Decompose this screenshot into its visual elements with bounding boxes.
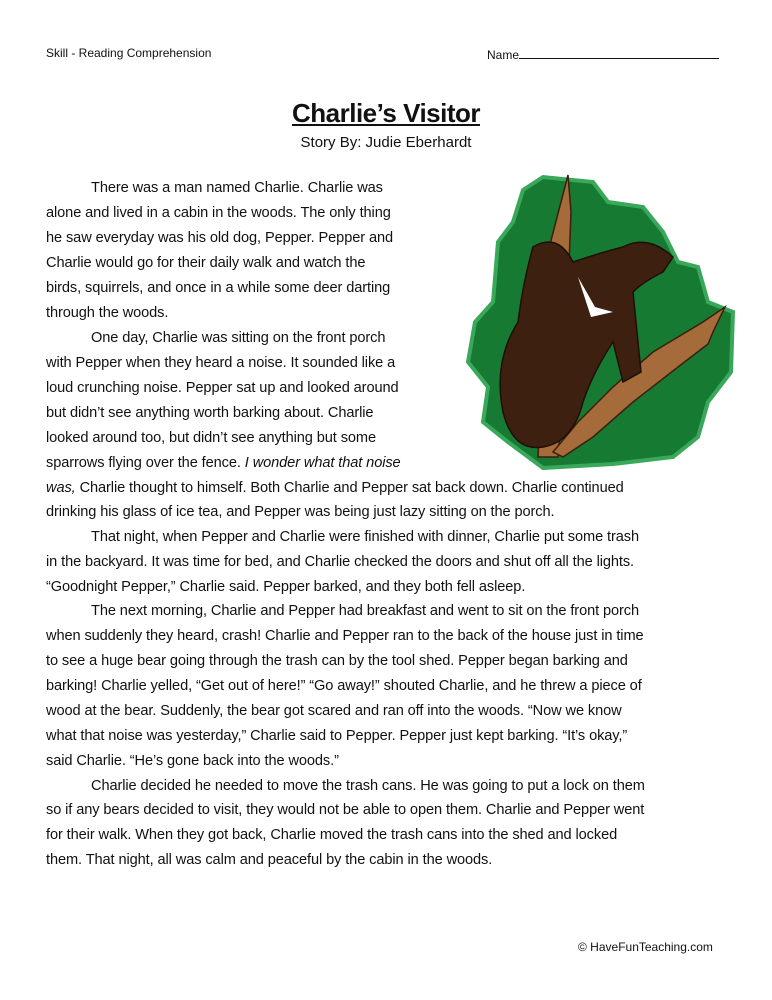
story-line: when suddenly they heard, crash! Charlie and Pepper ran to the back of the house just in time [46, 628, 644, 644]
story-line: barking! Charlie yelled, “Get out of here!” “Go away!” shouted Charlie, and he threw a piece of [46, 678, 642, 694]
story-line: looked around too, but didn’t see anything but some [46, 430, 376, 446]
story-line: he saw everyday was his old dog, Pepper. Pepper and [46, 230, 393, 246]
italic-thought: was, [46, 480, 76, 496]
story-line: There was a man named Charlie. Charlie was [91, 180, 383, 196]
story-line: birds, squirrels, and once in a while some deer darting [46, 280, 391, 296]
story-line: said Charlie. “He’s gone back into the woods.” [46, 753, 339, 769]
story-line: alone and lived in a cabin in the woods. The only thing [46, 205, 391, 221]
story-line: so if any bears decided to visit, they would not be able to open them. Charlie and Pepper went [46, 802, 645, 818]
story-line: what that noise was yesterday,” Charlie said to Pepper. Pepper just kept barking. “It’s okay,” [46, 728, 628, 744]
story-line: wood at the bear. Suddenly, the bear got scared and ran off into the woods. “Now we know [46, 703, 622, 719]
story-line: in the backyard. It was time for bed, and Charlie checked the doors and shut off all the lights. [46, 554, 635, 570]
story-line [46, 478, 624, 498]
story-line: to see a huge bear going through the trash can by the tool shed. Pepper began barking and [46, 653, 628, 669]
story-line: with Pepper when they heard a noise. It sounded like a [46, 355, 396, 371]
copyright-footer: © HaveFunTeaching.com [578, 940, 713, 954]
story-line: but didn’t see anything worth barking about. Charlie [46, 405, 374, 421]
name-label: Name [487, 48, 520, 62]
story-line: One day, Charlie was sitting on the front porch [91, 330, 386, 346]
story-line: The next morning, Charlie and Pepper had breakfast and went to sit on the front porch [91, 603, 640, 619]
skill-label: Skill - Reading Comprehension [46, 46, 212, 60]
story-byline: Story By: Judie Eberhardt [300, 134, 472, 151]
story-line: drinking his glass of ice tea, and Pepper was being just lazy sitting on the porch. [46, 504, 555, 520]
italic-thought: I wonder what that noise [244, 455, 401, 471]
story-line: for their walk. When they got back, Charlie moved the trash cans into the shed and locked [46, 827, 618, 843]
story-line: “Goodnight Pepper,” Charlie said. Pepper barked, and they both fell asleep. [46, 579, 526, 595]
story-title: Charlie’s Visitor [291, 98, 481, 128]
name-blank-line[interactable] [519, 46, 719, 59]
story-line [46, 453, 401, 473]
story-line: through the woods. [46, 305, 169, 321]
bear-in-tree-illustration [463, 172, 738, 470]
story-text: Charlie thought to himself. Both Charlie and Pepper sat back down. Charlie continued [75, 480, 624, 496]
story-text: sparrows flying over the fence. [46, 455, 245, 471]
story-line: Charlie would go for their daily walk and watch the [46, 255, 366, 271]
story-line: loud crunching noise. Pepper sat up and looked around [46, 380, 399, 396]
story-line: That night, when Pepper and Charlie were finished with dinner, Charlie put some trash [91, 529, 639, 545]
story-line: Charlie decided he needed to move the trash cans. He was going to put a lock on them [91, 778, 645, 794]
story-line: them. That night, all was calm and peaceful by the cabin in the woods. [46, 852, 493, 868]
name-field[interactable] [487, 46, 719, 62]
